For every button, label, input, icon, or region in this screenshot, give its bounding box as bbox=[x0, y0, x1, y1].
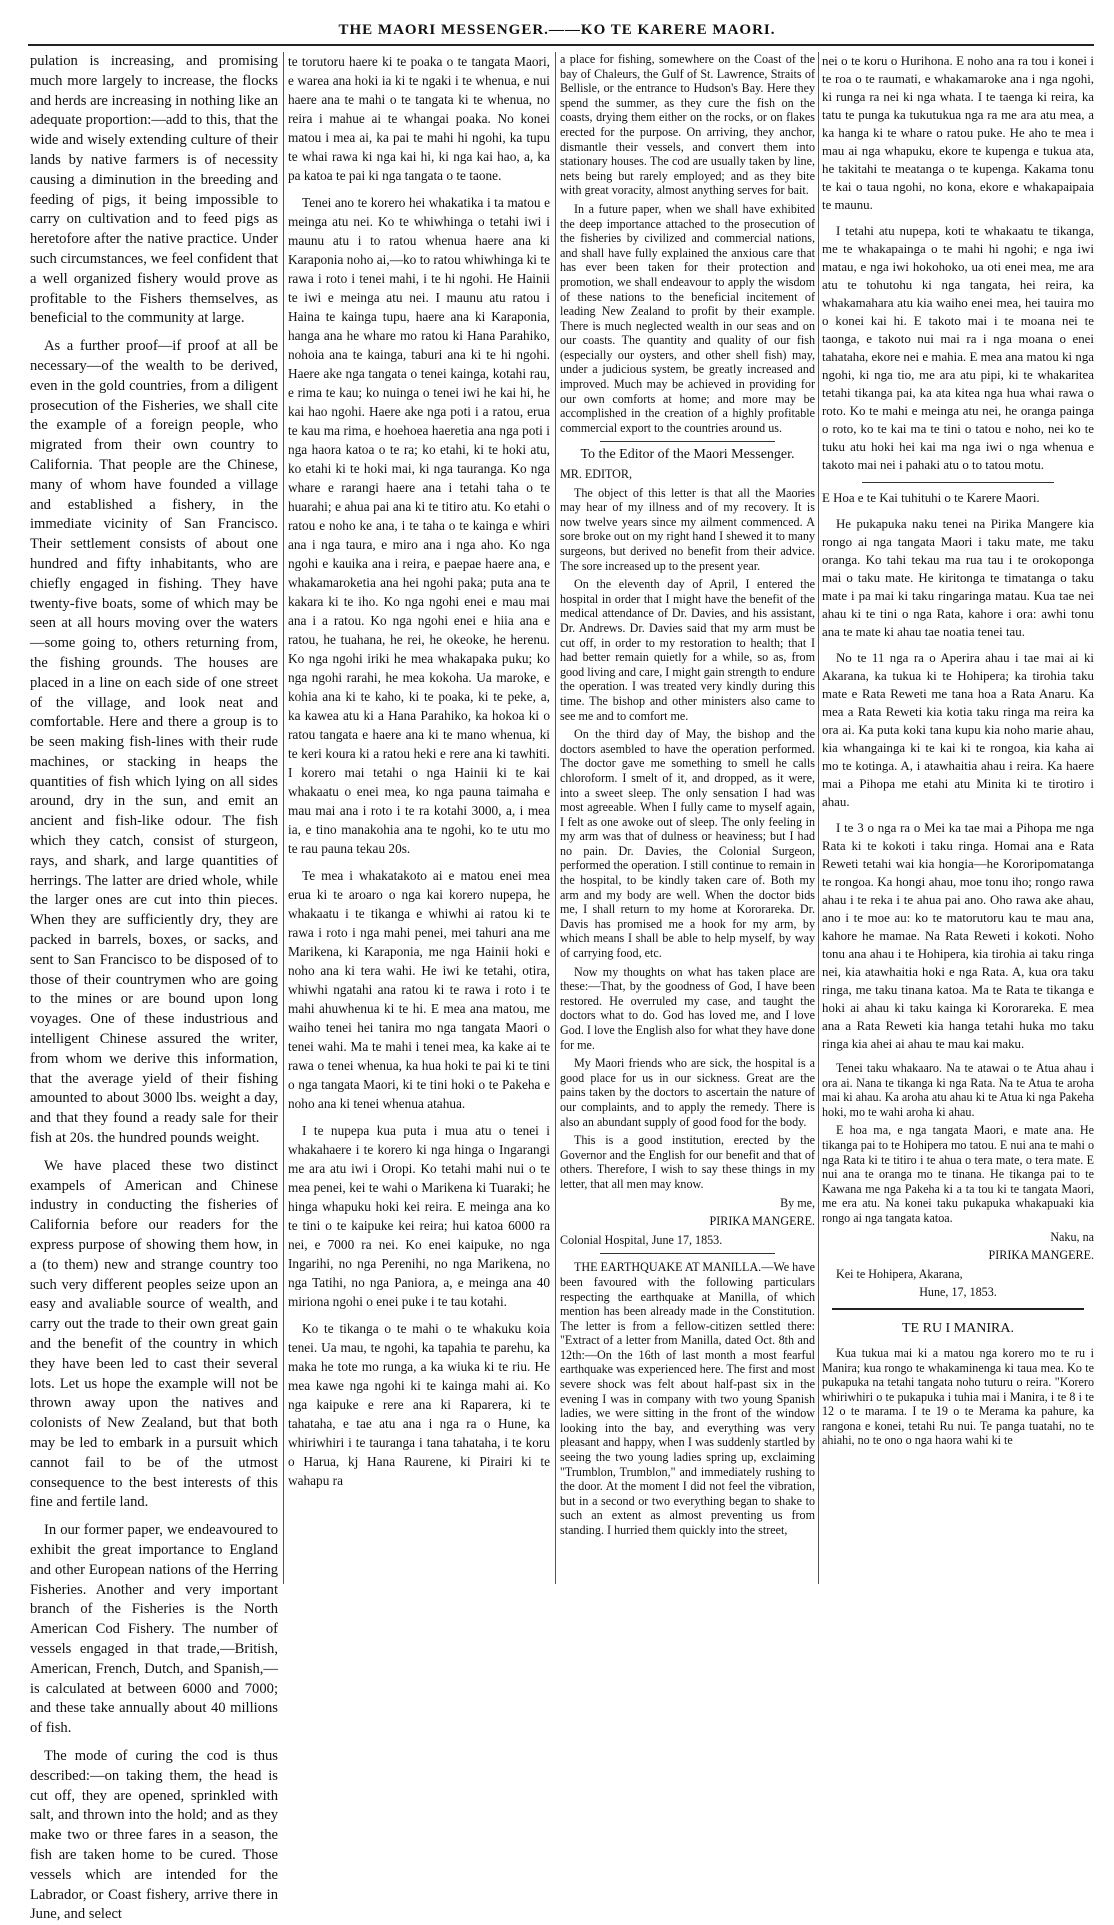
paragraph: I te nupepa kua puta i mua atu o tenei i whakahaere i te korero ki nga hinga o Ingarangi me ara atu iwi i Oropi. Ko tetahi mahi nui o te mea penei, kei te wahi o Marikena ki Tuaraki; he hinga whapuku hoki kei reira. E meinga ana ko te tini o te kaipuke kei reira; hui katoa 6000 ra nei, e 7000 ra nei. Ko enei kaipuke, no nga Ingarihi, no nga Perenihi, no nga Marikena, no nga Tatihi, no nga Paniora, a, e meinga ana 40 miriona ngohi o enei puke i te tau kotahi. bbox=[288, 1123, 550, 1309]
paragraph: a place for fishing, somewhere on the Coast of the bay of Chaleurs, the Gulf of St. Lawrence, Straits of Bellisle, or the entrance to Hudson's Bay. Here they spend the summer, as they cure the fish on the coasts, drying them either on the rocks, or on flakes erected for the purpose. On arriving, they anchor, dismantle their vessels, and convert them into stationary houses. The cod are usually taken by line, nets being but rarely employed; and as they bite with great voracity, almost anything serves for bait. bbox=[560, 52, 815, 198]
paragraph: On the eleventh day of April, I entered the hospital in order that I might have the benefit of the medical attendance of Dr. Davies, and his assistant, Dr. Andrews. Dr. Davies said that my arm must be cut off, in order to my restoration to health; that I had better remain quietly for a while, so as, from good living and care, I might gain strength to endure the operation. I was treated very kindly during this time. The bishop and other ministers also came to see me and to comfort me. bbox=[560, 577, 815, 723]
article-title: TE RU I MANIRA. bbox=[902, 1320, 1014, 1336]
column-divider bbox=[555, 52, 556, 1584]
paragraph: He pukapuka naku tenei na Pirika Mangere kia rongo ai nga tangata Maori i taku mate, me taku oranga. Ko tahi tekau ma rua tau i te orokoponga mai o taku mate. He kiritonga te timatanga o taku mate i pa mai ki taku ringaringa matau. Kua tae nei ahau ki te tini o nga Rata, kahore i ora: awhi tonu ana te mate ki ahau tae noatia tenei tau. bbox=[822, 517, 1094, 639]
column-1 bbox=[30, 52, 278, 1923]
letter-heading: E Hoa e te Kai tuhituhi o te Karere Maori. bbox=[822, 491, 1040, 505]
paragraph: In a future paper, when we shall have exhibited the deep importance attached to the prosecution of the fisheries by civilized and commercial nations, and shall have fully explained the anxious care that has ever been taken for their protection and promotion, we shall endeavour to apply the wisdom of these nations to the beneficial incitement of leading New Zealand to profit by their example. There is much neglected wealth in our seas and on our coasts. The quantity and quality of our fish (especially our oysters, and other shell fish) may, under a judicious system, be greatly increased and improved. Much may be achieved in providing for our own comforts at home; and more may be accomplished in the creation of a highly profitable commercial export to the countries around us. bbox=[560, 201, 815, 435]
column-2 bbox=[288, 52, 550, 1584]
paragraph: No te 11 nga ra o Aperira ahau i tae mai ai ki Akarana, ka tukua ki te Hohipera; ka tirohia taku mate e Rata Reweti me tana hoa a Rata Anaru. Ka mea a Rata Reweti kia kotia taku ringa ma reira ka ora ai. Ka puta koki tana kupu kia noho marie ahau, kia whangainga ki te kai ki te rongoa, kia kaha ai mo te kotinga. A, i atawhaitia ahau i reira. Ka haere mai a Pihopa me etahi atu Minita ki te tirotiro i ahau. bbox=[822, 651, 1094, 809]
paragraph: We have placed these two distinct exampels of American and Chinese industry in conducting the fisheries of California before our readers for the express purpose of showing them how, in a (to them) new and strange country too such very different peoples seize upon an easy and avaliable source of wealth, and carry out the trade to their own great gain and the benefit of the country in which they have been led to cast their several lots. Let us hope the example will not be thrown away upon the natives and colonists of New Zealand, but that both may be led to embark in a pursuit which cannot fail to be of the utmost consequence to the best interests of this fine and fertile land. bbox=[30, 1157, 278, 1511]
paragraph: Tenei taku whakaaro. Na te atawai o te Atua ahau i ora ai. Nana te tikanga ki nga Rata. Na te Atua te aroha mai ki ahau. Ka aroha atu ahau ki te Atua ki nga Pakeha hoki, mo te wahi aroha ki ahau. bbox=[822, 1061, 1094, 1119]
divider bbox=[600, 441, 775, 442]
paragraph: Now my thoughts on what has taken place are these:—That, by the goodness of God, I have been restored. He overruled my case, and taught the doctors what to do. God has loved me, and I love God. I love the English also for what they have done for me. bbox=[560, 964, 815, 1052]
signature: PIRIKA MANGERE. bbox=[709, 1214, 815, 1229]
article-title: THE EARTHQUAKE AT MANILLA. bbox=[574, 1260, 762, 1275]
masthead-rule bbox=[28, 44, 1094, 46]
column-4 bbox=[822, 52, 1094, 1584]
paragraph: On the third day of May, the bishop and the doctors asembled to have the operation performed. The doctor gave me something to smell he calls chloroform. I smelt of it, and dropped, as it were, into a sweet sleep. The only sensation I had was most agreeable. When I fully came to myself again, I felt as one awoke out of sleep. The only feeling in my arm was that of dulness or heaviness; but I had no pain. Dr. Davies, the Colonial Surgeon, performed the operation. I still continue to remain in the hospital, to be kindly taken care of. Both my arm and my body are well. When the doctor bids me, I shall return to my home at Kororareka. Dr. Davis has promised me a hook for my arm, by which means I shall be able to help myself, by way of carrying food, etc. bbox=[560, 727, 815, 961]
paragraph: The object of this letter is that all the Maories may hear of my illness and of my recovery. It is now twelve years since my ailment commenced. A sore broke out on my right hand I shewed it to many surgeons, but derived no benefit from their advice. The sore increased up to the present year. bbox=[560, 485, 815, 573]
paragraph: Te mea i whakatakoto ai e matou enei mea erua ki te aroaro o nga kai korero nupepa, he whakaatu i te tikanga e whiwhi ai ratou ki te rawa i roto i nga mahi penei, mei tahuri ana me Marikena, ki Karaponia, me nga Hainii hoki e noho ana ki tera wahi. He iwi ke tetahi, otira, whiwhi ngatahi ana ratou ki te rawa i roto i te mahi ahuwhenua ki te hi. E mea ana matou, me waiho tenei hei tanira mo nga tangata Maori o tenei wahi. Ma te mahi i tenei mea, ka kake ai te rawa o tenei whenua, ka hua hoki te pai ki te tini o nga tangata Maori, ki te tini hoki o te Pakeha e noho ana ki tenei whenua atahua. bbox=[288, 868, 550, 1111]
paragraph: te torutoru haere ki te poaka o te tangata Maori, e warea ana hoki ia ki te ngaki i te whenua, e nui haere ana te mahi o te tangata ki te whenua, no reira i mahue ai te whangai poaka. No konei matou i mea ai, ka pai te mahi hi ngohi, ka tupu te whai rawa ki nga kai hi, ki nga kai hao, a, ka pa katoa te pai ki nga tangata o te taone. bbox=[288, 54, 550, 183]
letter-heading: To the Editor of the Maori Messenger. bbox=[580, 447, 795, 463]
dateline: Colonial Hospital, June 17, 1853. bbox=[560, 1232, 723, 1247]
paragraph: Ko te tikanga o te mahi o te whakuku koia tenei. Ua mau, te ngohi, ka tapahia te parehu, ka maka he tote mo runga, a ka wiuka ki te riu. He mea kawe nga ngohi ki te kainga mahi ai. Ko nga kaipuke e rere ana ki Raparera, ki te tahataha, e tae atu ana i nga ra o Hune, ka whiriwhiri i te tauranga i tana tahataha, i te koru o Harua, kj Hana Raurene, ki Pirairi ki te wahapu ra bbox=[288, 1321, 550, 1488]
paragraph: This is a good institution, erected by the Governor and the English for our benefit and that of others. Therefore, I wish to say these things in my letter, that all men may know. bbox=[560, 1133, 815, 1191]
closing: By me, bbox=[780, 1195, 815, 1210]
paragraph: E hoa ma, e nga tangata Maori, e mate ana. He tikanga pai to te Hohipera mo tatou. E nui ana te mahi o nga Rata ki te titiro i te ahua o tera mate, o tera mate. E nui ana te oranga mo te tinana. He tikanga pai to te Kawana me nga Pakeha ki a ta tou ki te tangata Maori, me era atu. Na konei taku pukapuka whakapuaki kia rongo ai nga tangata katoa. bbox=[822, 1123, 1094, 1225]
salutation: MR. EDITOR, bbox=[560, 467, 633, 482]
date: Hune, 17, 1853. bbox=[919, 1285, 997, 1300]
paragraph: Kua tukua mai ki a matou nga korero mo te ru i Manira; kua rongo te whakaminenga ki taua mea. Ko te pukapuka na tetahi tangata noho tuturu o reira. "Korero whiriwhiri o te pukapuka i tuhia mai i Manira, i te 8 i te 12 o te marama. I te 19 o te Merama ka pahure, ka rangona e konei, tetahi Ru nui. Te panga tuatahi, no te ahiahi, no te ono o nga haora wahi ki te bbox=[822, 1345, 1094, 1448]
column-divider bbox=[818, 52, 819, 1584]
paragraph: In our former paper, we endeavoured to exhibit the great importance to England and other European nations of the Herring Fisheries. Another and very important branch of the Fisheries is the North American Cod Fishery. The number of vessels engaged in that trade,—British, American, French, Dutch, and Spanish,—is calculated at between 6000 and 7000; and these take annually about 40 millions of fish. bbox=[30, 1522, 278, 1737]
divider bbox=[600, 1253, 775, 1254]
closing: Naku, na bbox=[1050, 1229, 1094, 1244]
paragraph: pulation is increasing, and promising much more largely to increase, the flocks and herds are increasing in nothing like an adequate proportion:—add to this, that the wide and wisely extending culture of their lands by native farmers is of necessity causing a diminution in the breeding and feeding of pigs, it being impossible to carry on cultivation and to feed pigs as heretofore after the native practice. Under such circumstances, we feel confident that a well organized fishery would prove as profitable to the Fishers themselves, as beneficial to the community at large. bbox=[30, 53, 278, 327]
paragraph: The mode of curing the cod is thus described:—on taking them, the head is cut off, they are opened, sprinkled with salt, and thrown into the hold; and as they make two or three fares in a season, the fish are taken home to be cured. Those vessels which are intended for the Labrador, or Coast fishery, arrive there in June, and select bbox=[30, 1747, 278, 1923]
article-text: —We have been favoured with the following particulars respecting the earthquake at Manilla, of which mention has been already made in the Constitution. The letter is from a fellow-citizen settled there: "Extract of a letter from Manilla, dated Oct. 8th and 12th:—On the 16th of last month a most fearful earthquake was experienced here. The first and most severe shock was felt about half-past six in the evening I was in company with two young Spanish ladies, we were sitting in the front of the window looking into the bay, and everything was very pleasant and happy, when I was suddenly startled by seeing the two young ladies spring up, exclaiming "Trumblon, Trumblon," and immediately rushing to the door. At the moment I did not feel the vibration, but in a second or two everything began to shake to such an extent as almost preventing us from standing. I hurried them quickly into the street, bbox=[560, 1260, 815, 1537]
place: Kei te Hohipera, Akarana, bbox=[836, 1266, 963, 1281]
column-3 bbox=[560, 52, 815, 1584]
column-divider bbox=[283, 52, 284, 1584]
paragraph: I te 3 o nga ra o Mei ka tae mai a Pihopa me nga Rata ki te kokoti i taku ringa. Homai ana e Rata Reweti tetahi wai kia hongia—he Kororipomatanga te rongoa. Ka hongi ahau, moe tonu iho; rongo rawa ahau i te reka i te ahua pai ano. Oho rawa ake ahau, ano i te moe au: ko te matorutoru kau te mau ana, kahore he mamae. Na Rata Reweti i kokoti. Noho tonu ana ahau i te Hohipera, kia tirohia ai taku ringa nei, kia atawhaitia hoki e nga Rata. A, kua ora taku ringa, me taku tinana katoa. Ma te Rata te tikanga e hoki ai ahau ki taku kainga ki Kororareka. E mea ana a Rata Reweti kia hanga tetahi huka mo taku ringa kia ahei ai ahau te mau kai maku. bbox=[822, 821, 1094, 1051]
masthead-title: THE MAORI MESSENGER.——KO TE KARERE MAORI. bbox=[338, 22, 776, 38]
paragraph: nei o te koru o Hurihona. E noho ana ra tou i konei i te roa o te raumati, e whakamaroke ana i nga ngohi, ki runga ra nei ki nga whata. I te taenga ki reira, ka tatu te punga ka tukutukua nga ra me ara atu mea, a ka hanga ki te whare o ratou puke. He aho te mea i mau ai nga whapuku, ekore te kupenga e tukua ata, he takitahi te meatanga o te kupenga. Kakama tonu te kai o taua ngohi, no kona, ekore e whakapaipaia te maunu. bbox=[822, 54, 1094, 212]
paragraph: Tenei ano te korero hei whakatika i ta matou e meinga atu nei. Ko te whiwhinga o tetahi iwi i maunu atu i to ratou whenua haere ana ki Karaponia noho ai,—ko to ratou whiwhinga ki te rawa i roto i tenei mahi, i te hi ngohi. He Hainii te iwi e meinga atu nei. I maunu atu ratou i Haina te kainga tupu, haere ana ki Karaponia, hanga ana he whare mo ratou ki Hana Parahiko, nohoia ana te kainga, taburi ana ki te hi ngohi. Haere ake nga tangata o tenei kainga, kotahi rau, e rima te kau; ko nuinga o tenei iwi he kai hi, he kai hao ngohi. Haere ake nga poti i a ratou, erua te kau ma rima, e hoehoea haeretia ana nga poti i nga haora katoa o te ra; ko etahi, ki te hoki atu, ko etahi ki te hoki mai, ki nga tauranga. Ko nga whare e rarangi haere ana i tetahi taha o te huarahi; e ahua pai ana ki te titiro atu. Ko etahi o ratou e noho ke ana, i te taha o te kainga e whiri ana i nga taura, e miro ana i nga aho. Ko nga ngohi e kauika ana i reira, e paepae haere ana, e whakamaroketia ana hei ngohi paka; puta ana te kakara ki te iho. Ko nga ngohi enei e mau mai ana i a ratou. Ko nga ngohi enei e hiia ana e ratou, he tuahana, he rei, he okeoke, he herenu. Ko nga ngohi iriki he mea whakapaka puku; ko nga ngohi rarahi, he mea kokoha. Ua maroke, e kohia ana ki te kaho, ki te poaka, ki te peke, a, ka kawea atu ki a Hana Parahiko, ka hokoa ki o ratou tangata e haere ana ki te mano whenua, ki te keri koura ki a ratou heki e rere ana ki tawhiti. I korero mai tetahi o nga Hainii ki te kai whakaatu o enei mea, ko nga pauna taimaha e mau mai ana i roto i te ra kotahi 3000, a, i mea ia, e tino manakohia ana te ngohi, ko te utu mo te rau pauna tekau 20s. bbox=[288, 195, 550, 856]
paragraph: As a further proof—if proof at all be necessary—of the wealth to be derived, even in the gold countries, from a diligent prosecution of the Fisheries, we shall cite the example of a foreign people, who migrated from their own country to California. That people are the Chinese, many of whom have founded a village and established a fishery, in the immediate vicinity of San Francisco. Their settlement consists of about one hundred and fifty inhabitants, who are chiefly engaged in fishing. They have twenty-five boats, some of which may be seen at all hours moving over the waters—some going to, others returning from, the fishing grounds. The houses are placed in a line on each side of one street of the village, and look neat and comfortable. Here and there a group is to be seen making fish-lines with their rude machines, or stacking in heaps the quantities of fish which lying on all sides around, dry in the sun, and emit an ancient and fish-like odour. The fish which they catch, consist of sturgeon, rays, and shark, and large quantities of herrings. The latter are dried whole, while the larger ones are cut into thin pieces. When they are sufficiently dry, they are packed in barrels, boxes, or sacks, and sent to San Francisco to be disposed of to those of their countrymen who are going to the mines or are bound upon long voyages. One of these industrious and intelligent Chinese assured the writer, from whom we derive this information, that the average yield of their fishing amounted to about 3000 lbs. weight a day, and that they found a ready sale for their fish at 20s. the hundred pounds weight. bbox=[30, 338, 278, 1147]
paragraph: I tetahi atu nupepa, koti te whakaatu te tikanga, me te whakapainga o te mahi hi ngohi; e nga iwi matau, e nga iwi hokohoko, ua oti enei mea, me ara atu te tohutohu ki nga tangata, hei reira, ka whakamahara atu kia waiho enei mea, hei tauira mo o konei kai hi. E takoto mai i te moana nei te taonga, e takoto nui mai ra i nga moana o enei tahataha, ekore nei e mahia. E mea ana matou ki nga ngohi, ki nga tio, me ara atu pipi, ki te whakaritea tetahi tikanga pai, ka ata kitea nga hua whai rawa o roto. Ko te mahi e meinga atu nei, he oranga painga o roto, ko te kai ma te tini o tatou e noho, nei ko te tuku atu hoki hei kai ma nga iwi o nga whenua e takoto mai nei i pahaki atu o to tatou motu. bbox=[822, 224, 1094, 472]
divider bbox=[862, 482, 1054, 483]
divider bbox=[832, 1308, 1084, 1310]
signature: PIRIKA MANGERE. bbox=[988, 1248, 1094, 1263]
paragraph: My Maori friends who are sick, the hospital is a good place for us in our sickness. Great are the pains taken by the doctors to ascertain the nature of our complaints, and to apply the remedy. There is also an abundant supply of good food for the body. bbox=[560, 1056, 815, 1129]
